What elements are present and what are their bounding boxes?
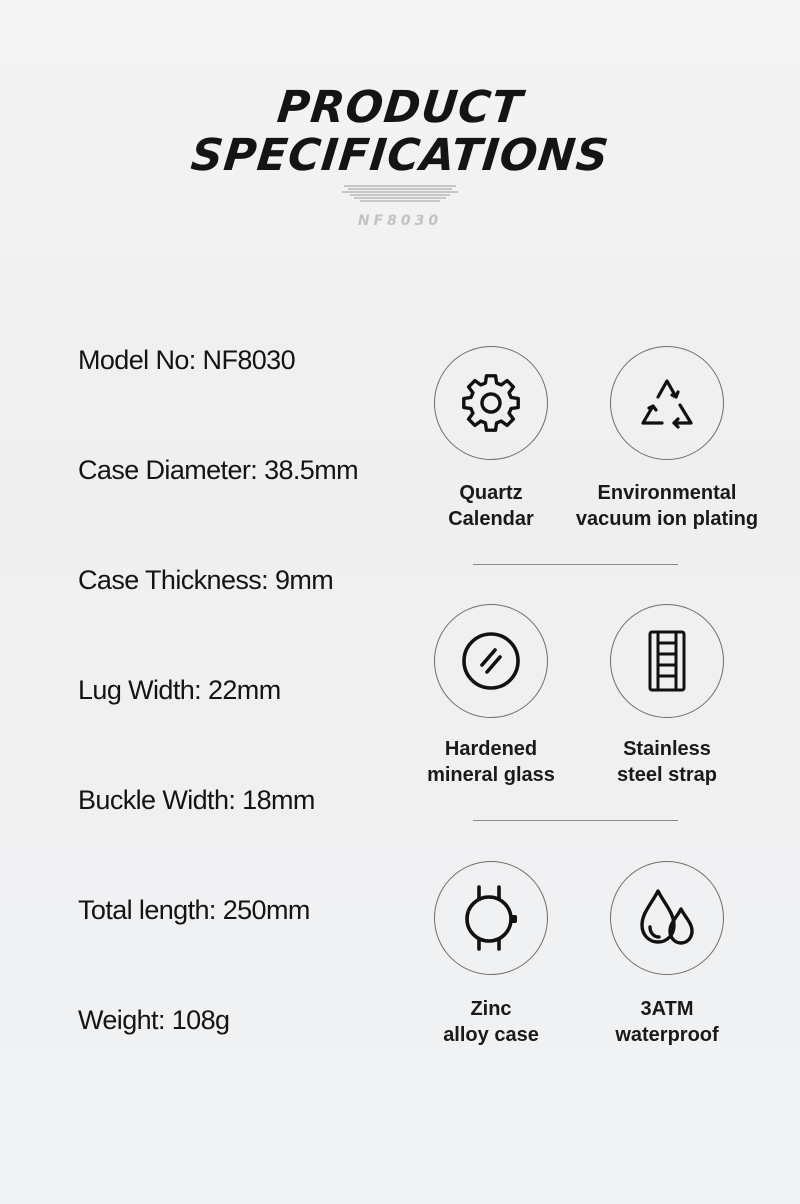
feature-glass-circle	[434, 604, 548, 718]
feature-waterproof-label	[597, 996, 737, 1048]
feature-waterproof-circle	[610, 861, 724, 975]
strap-icon	[634, 628, 700, 694]
feature-glass-line1: Hardened	[444, 738, 538, 760]
page-title-line-2: SPECIFICATIONS	[188, 130, 612, 181]
model-mark: NF8030	[357, 213, 443, 229]
watch-case-icon	[458, 885, 524, 951]
feature-quartz-circle	[434, 346, 548, 460]
water-drops-icon	[634, 885, 700, 951]
feature-quartz-line2: Calendar	[448, 508, 534, 530]
recycle-icon	[634, 370, 700, 436]
glass-icon	[458, 628, 524, 694]
feature-quartz-line1: Quartz	[459, 482, 523, 504]
feature-strap-circle	[610, 604, 724, 718]
page-title-line-1: PRODUCT	[274, 82, 526, 133]
spec-buckle-width: Buckle Width: 18mm	[78, 785, 315, 815]
spec-lug-width: Lug Width: 22mm	[78, 675, 281, 705]
feature-ion-plating-line1: Environmental	[597, 482, 737, 504]
feature-case-label	[421, 996, 561, 1048]
speed-lines-decoration	[340, 184, 460, 202]
feature-strap-line2: steel strap	[616, 764, 718, 786]
spec-case-thickness: Case Thickness: 9mm	[78, 565, 334, 595]
feature-strap-line1: Stainless	[623, 738, 711, 760]
feature-glass-label	[411, 736, 571, 788]
spec-total-length: Total length: 250mm	[78, 895, 310, 925]
feature-quartz-label	[421, 480, 561, 532]
spec-weight: Weight: 108g	[78, 1005, 230, 1035]
gear-icon	[458, 370, 524, 436]
spec-model-no: Model No: NF8030	[78, 345, 296, 375]
divider-1	[473, 564, 678, 565]
feature-ion-plating-line2: vacuum ion plating	[575, 508, 759, 530]
feature-strap-label	[587, 736, 747, 788]
feature-case-line1: Zinc	[470, 998, 512, 1020]
divider-2	[473, 820, 678, 821]
feature-case-line2: alloy case	[443, 1024, 539, 1046]
feature-glass-line2: mineral glass	[427, 764, 555, 786]
spec-case-diameter: Case Diameter: 38.5mm	[78, 455, 358, 485]
feature-ion-plating-label	[567, 480, 767, 532]
feature-case-circle	[434, 861, 548, 975]
feature-waterproof-line1: 3ATM	[640, 998, 694, 1020]
feature-waterproof-line2: waterproof	[615, 1024, 719, 1046]
feature-ion-plating-circle	[610, 346, 724, 460]
